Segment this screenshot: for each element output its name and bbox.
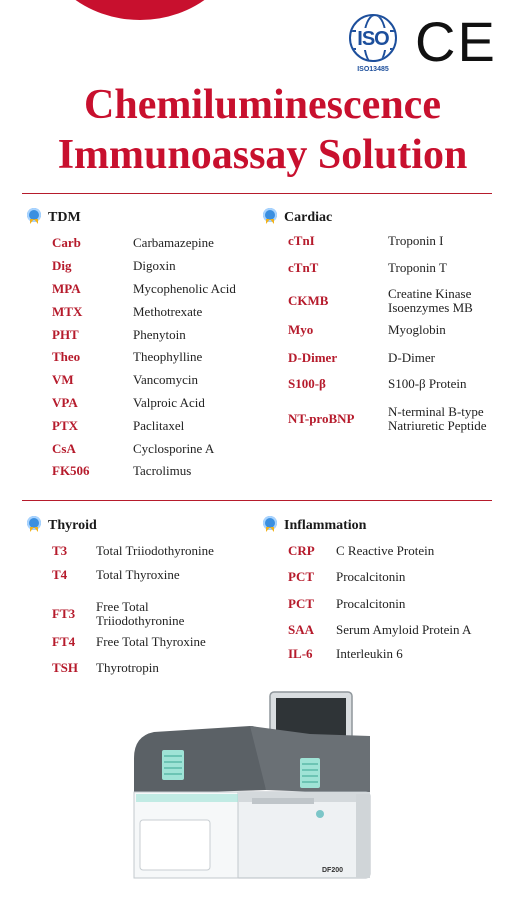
section-heading-thyroid: Thyroid (26, 516, 97, 536)
row-name: N-terminal B-type (388, 404, 484, 419)
divider-top (22, 193, 492, 194)
model-label: DF200 (322, 867, 344, 874)
badge-icon (262, 208, 278, 228)
row-name: D-Dimer (388, 350, 435, 365)
row-name-line2: Isoenzymes MB (388, 300, 473, 315)
row-abbreviation: MPA (52, 281, 81, 296)
row-name: Cyclosporine A (133, 441, 215, 456)
iso-caption: ISO13485 (357, 66, 389, 73)
row-abbreviation: VPA (52, 395, 78, 410)
row-abbreviation: FT4 (52, 634, 76, 649)
row-abbreviation: CRP (288, 543, 315, 558)
row-name: Valproic Acid (133, 395, 205, 410)
row-abbreviation: NT-proBNP (288, 411, 355, 426)
row-abbreviation: PCT (288, 569, 314, 584)
row-abbreviation: Myo (288, 322, 314, 337)
row-name: Tacrolimus (133, 463, 192, 478)
row-name: Paclitaxel (133, 418, 185, 433)
base-stripe (136, 794, 238, 802)
row-abbreviation: T3 (52, 543, 68, 558)
row-name: Procalcitonin (336, 596, 406, 611)
row-abbreviation: D-Dimer (288, 350, 338, 365)
badge-icon (26, 516, 42, 536)
row-abbreviation: T4 (52, 567, 68, 582)
row-name-line2: Natriuretic Peptide (388, 418, 487, 433)
row-name: Interleukin 6 (336, 646, 403, 661)
ce-mark: CE (415, 10, 497, 73)
row-name: Methotrexate (133, 304, 203, 319)
row-abbreviation: SAA (288, 622, 315, 637)
row-name: Free Total Thyroxine (96, 634, 206, 649)
row-name: Vancomycin (133, 372, 198, 387)
row-abbreviation: FT3 (52, 606, 76, 621)
row-name: S100-β Protein (388, 376, 467, 391)
row-abbreviation: S100-β (288, 376, 326, 391)
analyzer-machine-illustration (130, 690, 375, 890)
row-name: Carbamazepine (133, 235, 214, 250)
section-heading-tdm: TDM (26, 208, 81, 228)
row-abbreviation: IL-6 (288, 646, 313, 661)
row-name: Free Total (96, 599, 149, 614)
row-abbreviation: CKMB (288, 293, 329, 308)
iso-certification-logo (345, 14, 401, 80)
row-name: Total Triiodothyronine (96, 543, 214, 558)
iso-label: ISO (357, 28, 389, 50)
row-name: Serum Amyloid Protein A (336, 622, 472, 637)
row-abbreviation: cTnT (288, 260, 319, 275)
section-heading-inflammation: Inflammation (262, 516, 366, 536)
badge-icon (262, 516, 278, 536)
row-abbreviation: PTX (52, 418, 78, 433)
row-name: Digoxin (133, 258, 176, 273)
row-abbreviation: Dig (52, 258, 72, 273)
row-name: Phenytoin (133, 327, 186, 342)
row-name: Myoglobin (388, 322, 446, 337)
divider-middle (22, 500, 492, 501)
row-abbreviation: MTX (52, 304, 83, 319)
badge-icon (26, 208, 42, 228)
top-decoration (40, 0, 240, 20)
row-abbreviation: PCT (288, 596, 314, 611)
row-name: Theophylline (133, 349, 203, 364)
row-name: Thyrotropin (96, 660, 159, 675)
row-abbreviation: cTnI (288, 233, 315, 248)
row-name-line2: Triiodothyronine (96, 613, 185, 628)
row-name: Total Thyroxine (96, 567, 180, 582)
row-name: Troponin T (388, 260, 447, 275)
section-heading-cardiac: Cardiac (262, 208, 332, 228)
row-abbreviation: Carb (52, 235, 81, 250)
page-title-line1: Chemiluminescence (84, 82, 441, 128)
row-abbreviation: FK506 (52, 463, 90, 478)
row-name: Troponin I (388, 233, 444, 248)
row-abbreviation: TSH (52, 660, 79, 675)
page-title-line2: Immunoassay Solution (57, 132, 468, 178)
row-name: Creatine Kinase (388, 286, 472, 301)
row-abbreviation: PHT (52, 327, 79, 342)
row-name: Procalcitonin (336, 569, 406, 584)
row-name: Mycophenolic Acid (133, 281, 236, 296)
row-abbreviation: VM (52, 372, 74, 387)
row-abbreviation: Theo (52, 349, 81, 364)
row-abbreviation: CsA (52, 441, 76, 456)
row-name: C Reactive Protein (336, 543, 435, 558)
